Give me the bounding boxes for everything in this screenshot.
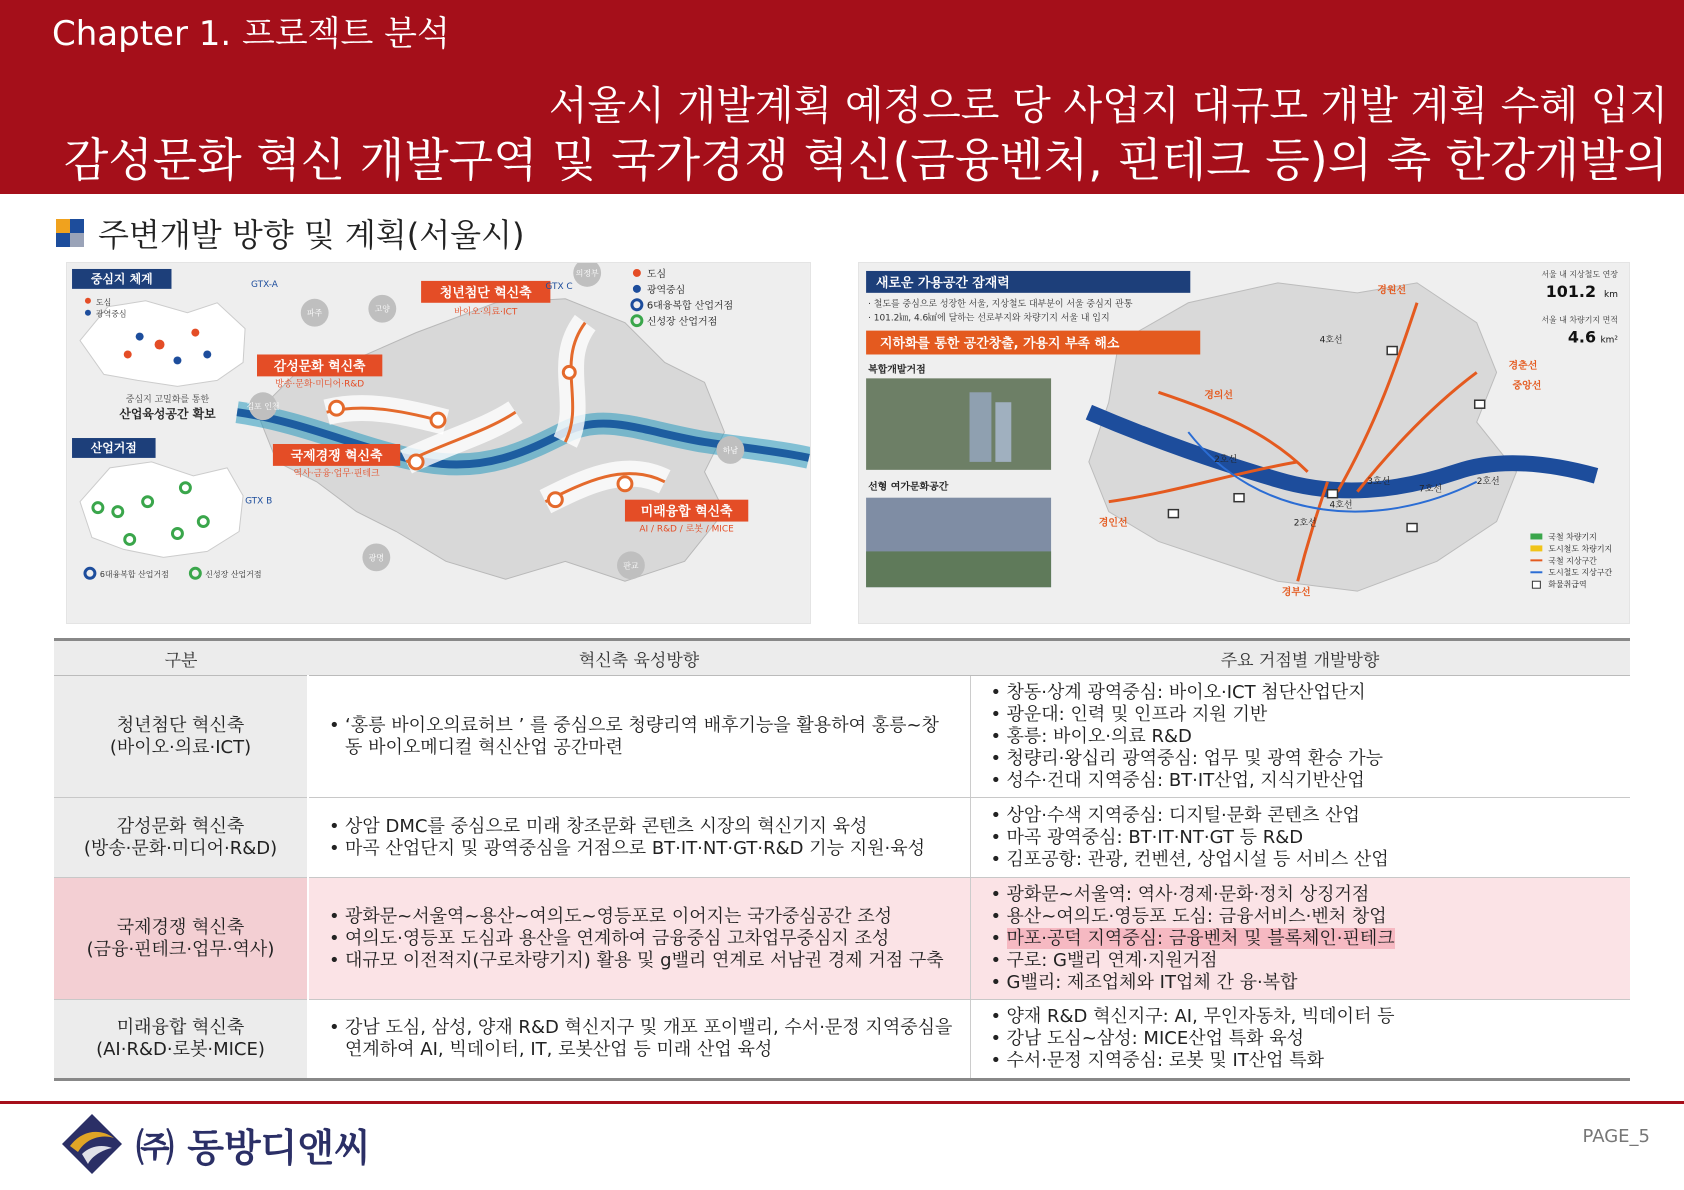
railway-underground-map — [858, 262, 1630, 624]
label-paju: 파주 — [307, 308, 323, 318]
center-caption-2: 산업육성공간 확보 — [119, 407, 216, 422]
label-gtx-c: GTX C — [545, 281, 573, 292]
header-category: 구분 — [54, 640, 308, 676]
label-gtx-b: GTX B — [245, 496, 273, 507]
legend-gwangyeok: 광역중심 — [646, 284, 686, 296]
stat-2-unit: km² — [1600, 335, 1618, 346]
label-note-1: · 철도를 중심으로 성장한 서울, 지상철도 대부분이 서울 중심지 관통 — [868, 299, 1133, 310]
list-item: • 여의도·영등포 도심과 용산을 연계하여 금융중심 고차업무중심지 조성 — [327, 928, 954, 950]
section-title-text: 주변개발 방향 및 계획(서울시) — [98, 216, 525, 254]
row-points — [970, 798, 1630, 878]
header-direction: 혁신축 육성방향 — [308, 640, 970, 676]
railway-map-graphic — [859, 263, 1629, 623]
footer-divider — [0, 1101, 1684, 1104]
label-gyeongwon: 경원선 — [1377, 284, 1407, 296]
company-logo — [60, 1112, 371, 1176]
label-note-2: · 101.2㎞, 4.6㎢에 달하는 선로부지와 차량기지 서울 내 입지 — [868, 313, 1110, 324]
label-axis-youth: 청년첨단 혁신축 — [439, 285, 532, 301]
label-center-system: 중심지 체계 — [90, 271, 153, 286]
stat-2-value: 4.6 — [1567, 327, 1597, 347]
diamond-logo-icon — [60, 1112, 124, 1176]
legend-2: 도시철도 차량기지 — [1548, 544, 1613, 554]
list-item: • 성수·건대 지역중심: BT·IT산업, 지식기반산업 — [989, 770, 1615, 792]
label-gyeongbu: 경부선 — [1281, 587, 1311, 599]
stat-2-label: 서울 내 차량기지 면적 — [1541, 315, 1618, 325]
list-item: • 마곡 광역중심: BT·IT·NT·GT 등 R&D — [989, 827, 1615, 849]
header-points: 주요 거점별 개발방향 — [970, 640, 1630, 676]
company-name: ㈜ 동방디앤씨 — [136, 1125, 371, 1170]
label-red-banner: 지하화를 통한 공간창출, 가용지 부족 해소 — [880, 336, 1120, 352]
list-item: • 대규모 이전적지(구로차량기지) 활용 및 g밸리 연계로 서남권 경제 거점 구축 — [327, 950, 954, 972]
list-item: • 강남 도심~삼성: MICE산업 특화 육성 — [989, 1028, 1615, 1050]
label-line-4: 4호선 — [1319, 335, 1343, 346]
row-points — [970, 1000, 1630, 1080]
list-item: • 수서·문정 지역중심: 로봇 및 IT산업 특화 — [989, 1050, 1615, 1072]
row-points — [970, 878, 1630, 1000]
row-category: 국제경쟁 혁신축 (금융·핀테크·업무·역사) — [54, 878, 308, 1000]
section-title — [56, 210, 524, 256]
seoul-innovation-axis-map — [66, 262, 811, 624]
label-jungang: 중앙선 — [1512, 380, 1542, 392]
list-item: • 청량리·왕십리 광역중심: 업무 및 광역 환승 가능 — [989, 748, 1615, 770]
legend-new-small: 신성장 산업거점 — [205, 570, 262, 580]
stat-1-unit: km — [1604, 289, 1618, 300]
table-row — [54, 676, 1630, 798]
label-gyeongui: 경의선 — [1204, 390, 1234, 402]
label-line-4b: 4호선 — [1329, 500, 1353, 511]
headline-line-2: 감성문화 혁신 개발구역 및 국가경쟁 혁신(금융벤처, 핀테크 등)의 축 한강개발의 — [63, 133, 1668, 187]
list-item: • ‘홍릉 바이오의료허브 ’ 를 중심으로 청량리역 배후기능을 활용하여 홍릉~창동 바이오메디컬 혁신산업 공간마련 — [327, 715, 954, 759]
table-header-row — [54, 640, 1630, 676]
label-pangyo: 판교 — [623, 561, 639, 571]
label-photo-1: 복합개발거점 — [868, 364, 926, 376]
row-direction — [308, 1000, 970, 1080]
list-item: • 강남 도심, 삼성, 양재 R&D 혁신지구 및 개포 포이밸리, 수서·문정 지역중심을 연계하여 AI, 빅데이터, IT, 로봇산업 등 미래 산업 육성 — [327, 1017, 954, 1061]
legend-new: 신성장 산업거점 — [646, 316, 718, 328]
label-axis-future-sub: AI / R&D / 로봇 / MICE — [639, 524, 734, 535]
table-row — [54, 1000, 1630, 1080]
list-item: • 양재 R&D 혁신지구: AI, 무인자동차, 빅데이터 등 — [989, 1006, 1615, 1028]
row-direction — [308, 878, 970, 1000]
table-row-highlighted — [54, 878, 1630, 1000]
page-number: PAGE_5 — [1582, 1126, 1650, 1147]
legend-5: 화물취급역 — [1548, 580, 1587, 590]
label-axis-emotion: 감성문화 혁신축 — [273, 359, 366, 375]
label-axis-intl: 국제경쟁 혁신축 — [290, 448, 383, 464]
list-item: • 상암 DMC를 중심으로 미래 창조문화 콘텐츠 시장의 혁신기지 육성 — [327, 816, 954, 838]
innovation-axis-map-graphic — [67, 263, 810, 623]
legend-4: 도시철도 지상구간 — [1548, 568, 1613, 578]
legend-dosim-small: 도심 — [95, 297, 112, 307]
list-item: • 김포공항: 관광, 컨벤션, 상업시설 등 서비스 산업 — [989, 849, 1615, 871]
label-line-2c: 2호선 — [1293, 518, 1317, 529]
highlight-mark: 마포·공덕 지역중심: 금융벤처 및 블록체인·핀테크 — [1006, 927, 1395, 949]
list-item: • 상암·수색 지역중심: 디지털·문화 콘텐츠 산업 — [989, 805, 1615, 827]
label-gyeongin: 경인선 — [1098, 517, 1128, 529]
legend-6major-small: 6대융복합 산업거점 — [99, 570, 169, 580]
label-line-3: 3호선 — [1367, 476, 1391, 487]
header-band — [0, 0, 1684, 194]
list-item: • 창동·상계 광역중심: 바이오·ICT 첨단산업단지 — [989, 682, 1615, 704]
list-item: • 광화문~서울역: 역사·경제·문화·정치 상징거점 — [989, 884, 1615, 906]
stat-1-label: 서울 내 지상철도 연장 — [1541, 269, 1618, 279]
label-axis-future: 미래융합 혁신축 — [640, 504, 733, 520]
label-gwangmyeong: 광명 — [368, 553, 385, 563]
label-axis-youth-sub: 바이오·의료·ICT — [454, 307, 518, 318]
label-gyeongchun: 경춘선 — [1508, 360, 1538, 372]
center-caption-1: 중심지 고밀화를 통한 — [125, 395, 210, 406]
list-item: • 광화문~서울역~용산~여의도~영등포로 이어지는 국가중심공간 조성 — [327, 906, 954, 928]
legend-3: 국철 지상구간 — [1548, 556, 1597, 566]
label-line-2b: 2호선 — [1476, 476, 1500, 487]
list-item: • G밸리: 제조업체와 IT업체 간 융·복합 — [989, 972, 1615, 994]
legend-gwangyeok-small: 광역중심 — [95, 309, 127, 319]
chapter-title: Chapter 1. 프로젝트 분석 — [52, 14, 450, 54]
stat-1-value: 101.2 — [1545, 281, 1597, 301]
list-item: • 용산~여의도·영등포 도심: 금융서비스·벤처 창업 — [989, 906, 1615, 928]
row-points — [970, 676, 1630, 798]
list-item-highlighted — [989, 928, 1615, 950]
row-category: 감성문화 혁신축 (방송·문화·미디어·R&D) — [54, 798, 308, 878]
square-bullet-icon — [56, 219, 84, 247]
list-item: • 구로: G밸리 연계·지원거점 — [989, 950, 1615, 972]
label-gimpo: 김포 인천 — [246, 402, 280, 412]
label-axis-intl-sub: 역사·금융·업무·핀테크 — [293, 468, 380, 479]
legend-1: 국철 차량기지 — [1548, 532, 1597, 542]
label-axis-emotion-sub: 방송·문화·미디어·R&D — [275, 379, 365, 390]
label-goyang: 고양 — [374, 304, 390, 314]
label-industry-base: 산업거점 — [90, 440, 137, 455]
label-line-7: 7호선 — [1419, 484, 1442, 495]
row-category: 미래융합 혁신축 (AI·R&D·로봇·MICE) — [54, 1000, 308, 1080]
innovation-axis-table — [54, 638, 1630, 1081]
legend-6major: 6대융복합 산업거점 — [646, 300, 734, 312]
headline-line-1: 서울시 개발계획 예정으로 당 사업지 대규모 개발 계획 수혜 입지 — [548, 83, 1668, 129]
row-category: 청년첨단 혁신축 (바이오·의료·ICT) — [54, 676, 308, 798]
label-gtx-a: GTX-A — [251, 279, 278, 290]
label-photo-2: 선형 여가문화공간 — [868, 481, 949, 493]
list-item: • 마곡 산업단지 및 광역중심을 거점으로 BT·IT·NT·GT·R&D 기능 지원·육성 — [327, 838, 954, 860]
label-hanam: 하남 — [722, 445, 739, 455]
list-item: • 광운대: 인력 및 인프라 지원 기반 — [989, 704, 1615, 726]
row-direction — [308, 798, 970, 878]
label-banner: 새로운 가용공간 잠재력 — [876, 275, 1010, 291]
list-item: • 홍릉: 바이오·의료 R&D — [989, 726, 1615, 748]
table-row — [54, 798, 1630, 878]
label-line-2a: 2호선 — [1214, 454, 1238, 465]
legend-dosim: 도심 — [646, 268, 667, 280]
row-direction — [308, 676, 970, 798]
label-uijeongbu: 의정부 — [575, 268, 599, 278]
